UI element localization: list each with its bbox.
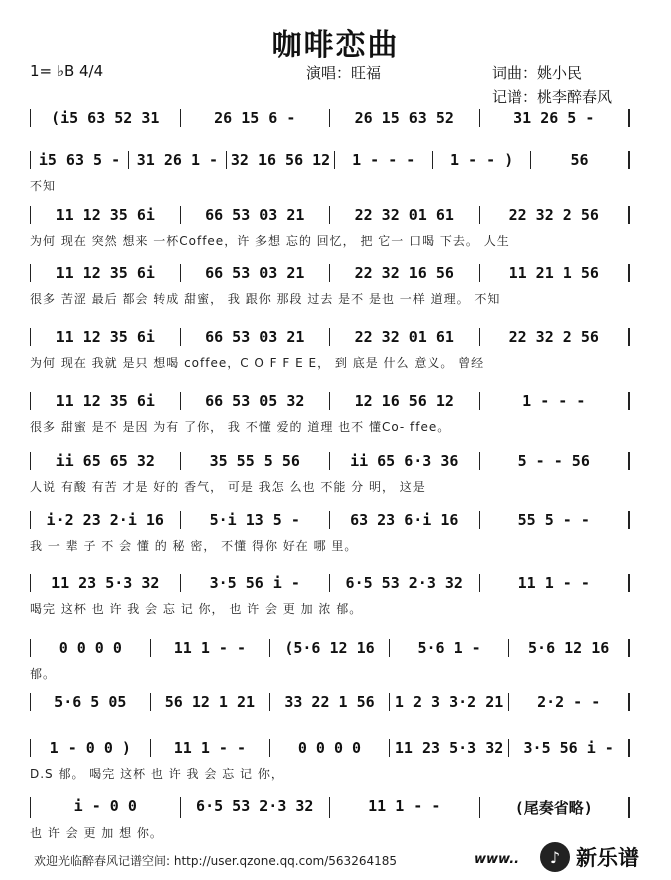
measure: 11 12 35 6i bbox=[31, 264, 181, 282]
measure: 22 32 01 61 bbox=[330, 328, 480, 346]
footer-text[interactable]: 欢迎光临醉春风记谱空间: http://user.qzone.qq.com/563264185 bbox=[34, 854, 398, 868]
staff-system bbox=[30, 258, 630, 288]
measure-row bbox=[30, 639, 630, 657]
measure: 3·5 56 i - bbox=[509, 739, 630, 757]
measure: 1 - - - bbox=[480, 392, 631, 410]
measure: 66 53 03 21 bbox=[181, 206, 331, 224]
singer-credit: 演唱：旺福 bbox=[306, 64, 382, 82]
music-disc-icon: ♪ bbox=[540, 842, 570, 872]
lyric-line: 不知 bbox=[30, 179, 57, 193]
measure-row bbox=[30, 392, 630, 410]
measure-row bbox=[30, 328, 630, 346]
lyric-line: D.S 郁。 喝完 这杯 也 许 我 会 忘 记 你， bbox=[30, 767, 284, 781]
measure: 11 23 5·3 32 bbox=[390, 739, 510, 757]
measure: 1 - 0 0 ) bbox=[31, 739, 151, 757]
measure-row bbox=[30, 452, 630, 470]
measure: 11 1 - - bbox=[151, 739, 271, 757]
measure: 11 1 - - bbox=[480, 574, 631, 592]
transcriber-credit: 记谱：桃李醉春风 bbox=[492, 88, 613, 106]
key-signature: 1= ♭B 4/4 bbox=[30, 62, 104, 80]
measure-row bbox=[30, 109, 630, 127]
lyric-line: 人说 有酸 有苦 才是 好的 香气， 可是 我怎 么也 不能 分 明， 这是 bbox=[30, 480, 426, 494]
measure: 31 26 1 - bbox=[129, 151, 227, 169]
site-abbrev: www.. bbox=[474, 852, 520, 867]
logo-label: 新乐谱 bbox=[576, 846, 639, 870]
lyric-line: 很多 苦涩 最后 都会 转成 甜蜜， 我 跟你 那段 过去 是不 是也 一样 道理。 不知 bbox=[30, 292, 501, 306]
measure: 66 53 03 21 bbox=[181, 264, 331, 282]
staff-system bbox=[30, 145, 630, 175]
measure: 66 53 05 32 bbox=[181, 392, 331, 410]
measure: 11 21 1 56 bbox=[480, 264, 631, 282]
measure: 11 12 35 6i bbox=[31, 392, 181, 410]
measure: (5·6 12 16 bbox=[270, 639, 390, 657]
measure: 1 - - - bbox=[335, 151, 433, 169]
measure: 22 32 2 56 bbox=[480, 206, 631, 224]
measure: 5·6 1 - bbox=[390, 639, 510, 657]
measure: 26 15 6 - bbox=[181, 109, 331, 127]
staff-system bbox=[30, 200, 630, 230]
measure: 2·2 - - bbox=[509, 693, 630, 711]
measure: 11 23 5·3 32 bbox=[31, 574, 181, 592]
measure: 11 12 35 6i bbox=[31, 206, 181, 224]
measure: 63 23 6·i 16 bbox=[330, 511, 480, 529]
measure: 1 2 3 3·2 21 bbox=[390, 693, 510, 711]
measure: 32 16 56 12 bbox=[227, 151, 335, 169]
song-title: 咖啡恋曲 bbox=[271, 28, 400, 63]
staff-system bbox=[30, 103, 630, 133]
measure: 56 12 1 21 bbox=[151, 693, 271, 711]
staff-system bbox=[30, 633, 630, 663]
staff-system bbox=[30, 733, 630, 763]
measure: ii 65 6·3 36 bbox=[330, 452, 480, 470]
measure: (i5 63 52 31 bbox=[31, 109, 181, 127]
staff-system bbox=[30, 792, 630, 822]
lyric-line: 郁。 bbox=[30, 667, 57, 681]
measure: 0 0 0 0 bbox=[31, 639, 151, 657]
staff-system bbox=[30, 322, 630, 352]
measure-row bbox=[30, 151, 630, 169]
measure: 22 32 01 61 bbox=[330, 206, 480, 224]
measure-row bbox=[30, 206, 630, 224]
measure: 11 1 - - bbox=[151, 639, 271, 657]
measure-row bbox=[30, 797, 630, 818]
lyric-line: 为何 现在 突然 想来 一杯Coffee，许 多想 忘的 回忆， 把 它一 口喝 下去。 人生 bbox=[30, 234, 510, 248]
measure: 35 55 5 56 bbox=[181, 452, 331, 470]
measure-row bbox=[30, 693, 630, 711]
lyric-line: 也 许 会 更 加 想 你。 bbox=[30, 826, 163, 840]
lyric-line: 为何 现在 我就 是只 想喝 coffee，C O F F E E， 到 底是 什么 意义。 曾经 bbox=[30, 356, 485, 370]
measure: 22 32 2 56 bbox=[480, 328, 631, 346]
measure: ii 65 65 32 bbox=[31, 452, 181, 470]
site-logo[interactable] bbox=[540, 838, 671, 876]
measure-row bbox=[30, 574, 630, 592]
staff-system bbox=[30, 446, 630, 476]
measure: 6·5 53 2·3 32 bbox=[330, 574, 480, 592]
measure: 6·5 53 2·3 32 bbox=[181, 797, 331, 818]
measure: 56 bbox=[531, 151, 630, 169]
measure-row bbox=[30, 264, 630, 282]
measure: 66 53 03 21 bbox=[181, 328, 331, 346]
staff-system bbox=[30, 505, 630, 535]
measure: 11 12 35 6i bbox=[31, 328, 181, 346]
measure: 33 22 1 56 bbox=[270, 693, 390, 711]
measure: 5·i 13 5 - bbox=[181, 511, 331, 529]
measure: 26 15 63 52 bbox=[330, 109, 480, 127]
measure: 11 1 - - bbox=[330, 797, 480, 818]
measure: 1 - - ) bbox=[433, 151, 531, 169]
measure: 5 - - 56 bbox=[480, 452, 631, 470]
measure: 3·5 56 i - bbox=[181, 574, 331, 592]
lyric-line: 喝完 这杯 也 许 我 会 忘 记 你， 也 许 会 更 加 浓 郁。 bbox=[30, 602, 363, 616]
staff-system bbox=[30, 568, 630, 598]
measure: (尾奏省略) bbox=[480, 797, 631, 818]
measure: 55 5 - - bbox=[480, 511, 631, 529]
measure: 0 0 0 0 bbox=[270, 739, 390, 757]
staff-system bbox=[30, 687, 630, 717]
lyric-line: 很多 甜蜜 是不 是因 为有 了你， 我 不懂 爱的 道理 也不 懂Co- ffee。 bbox=[30, 420, 451, 434]
measure: i - 0 0 bbox=[31, 797, 181, 818]
measure-row bbox=[30, 739, 630, 757]
staff-system bbox=[30, 386, 630, 416]
measure-row bbox=[30, 511, 630, 529]
measure: i5 63 5 - bbox=[31, 151, 129, 169]
measure: 22 32 16 56 bbox=[330, 264, 480, 282]
lyric-line: 我 一 辈 子 不 会 懂 的 秘 密， 不懂 得你 好在 哪 里。 bbox=[30, 539, 358, 553]
measure: 5·6 5 05 bbox=[31, 693, 151, 711]
measure: 31 26 5 - bbox=[480, 109, 631, 127]
measure: i·2 23 2·i 16 bbox=[31, 511, 181, 529]
measure: 12 16 56 12 bbox=[330, 392, 480, 410]
measure: 5·6 12 16 bbox=[509, 639, 630, 657]
composer-credit: 词曲：姚小民 bbox=[492, 64, 583, 82]
